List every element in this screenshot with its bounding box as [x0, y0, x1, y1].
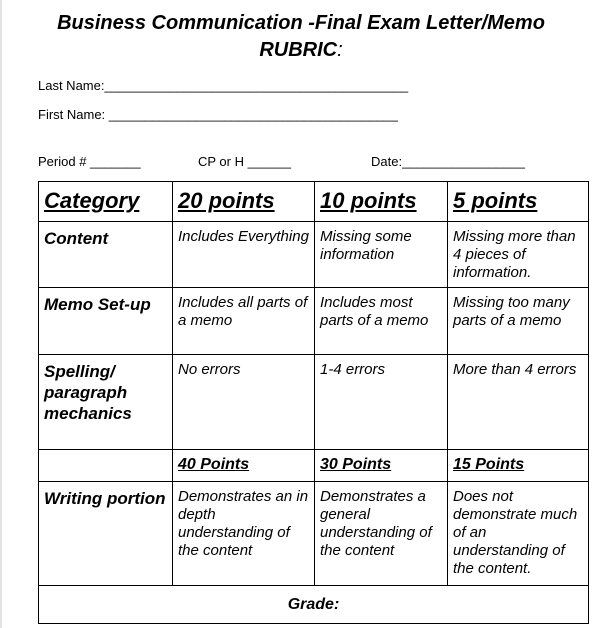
- cell: Missing some information: [315, 222, 448, 288]
- category-writing: Writing portion: [39, 482, 173, 586]
- date-field[interactable]: Date:_________________: [371, 154, 525, 169]
- category-memo-setup: Memo Set-up: [39, 288, 173, 355]
- category-content: Content: [39, 222, 173, 288]
- header-10-points: 10 points: [315, 182, 448, 222]
- cell: No errors: [173, 355, 315, 450]
- cell: Demonstrates a general understanding of the content: [315, 482, 448, 586]
- table-row: [39, 222, 589, 288]
- cell: Missing too many parts of a memo: [448, 288, 589, 355]
- document-subtitle: [0, 38, 602, 62]
- points-30: 30 Points: [315, 450, 448, 482]
- points-15: 15 Points: [448, 450, 589, 482]
- rubric-colon: :: [337, 39, 343, 61]
- table-row: [39, 288, 589, 355]
- last-name-field[interactable]: Last Name:__________________________________________: [38, 78, 409, 93]
- rubric-table: [38, 181, 589, 624]
- cell: Includes Everything: [173, 222, 315, 288]
- table-row: [39, 482, 589, 586]
- header-20-points: 20 points: [173, 182, 315, 222]
- cell: 1-4 errors: [315, 355, 448, 450]
- cell: Demonstrates an in depth understanding of the content: [173, 482, 315, 586]
- cell: Includes all parts of a memo: [173, 288, 315, 355]
- cell: Includes most parts of a memo: [315, 288, 448, 355]
- writing-points-row: [39, 450, 589, 482]
- table-row: [39, 355, 589, 450]
- cell: Does not demonstrate much of an understanding of the content.: [448, 482, 589, 586]
- points-40: 40 Points: [173, 450, 315, 482]
- first-name-field[interactable]: First Name: ________________________________________: [38, 107, 398, 122]
- cell: More than 4 errors: [448, 355, 589, 450]
- header-category: Category: [39, 182, 173, 222]
- category-spelling: Spelling/ paragraph mechanics: [39, 355, 173, 450]
- cell: Missing more than 4 pieces of information.: [448, 222, 589, 288]
- page-edge: [0, 0, 2, 628]
- document-title: Business Communication -Final Exam Letter/Memo: [57, 12, 545, 34]
- grade-row: [39, 586, 589, 624]
- empty-cell: [39, 450, 173, 482]
- grade-field[interactable]: Grade:: [39, 586, 589, 624]
- header-5-points: 5 points: [448, 182, 589, 222]
- period-field[interactable]: Period # _______: [38, 154, 141, 169]
- rubric-label: RUBRIC: [259, 39, 338, 61]
- header-row: [39, 182, 589, 222]
- cp-or-h-field[interactable]: CP or H ______: [198, 154, 291, 169]
